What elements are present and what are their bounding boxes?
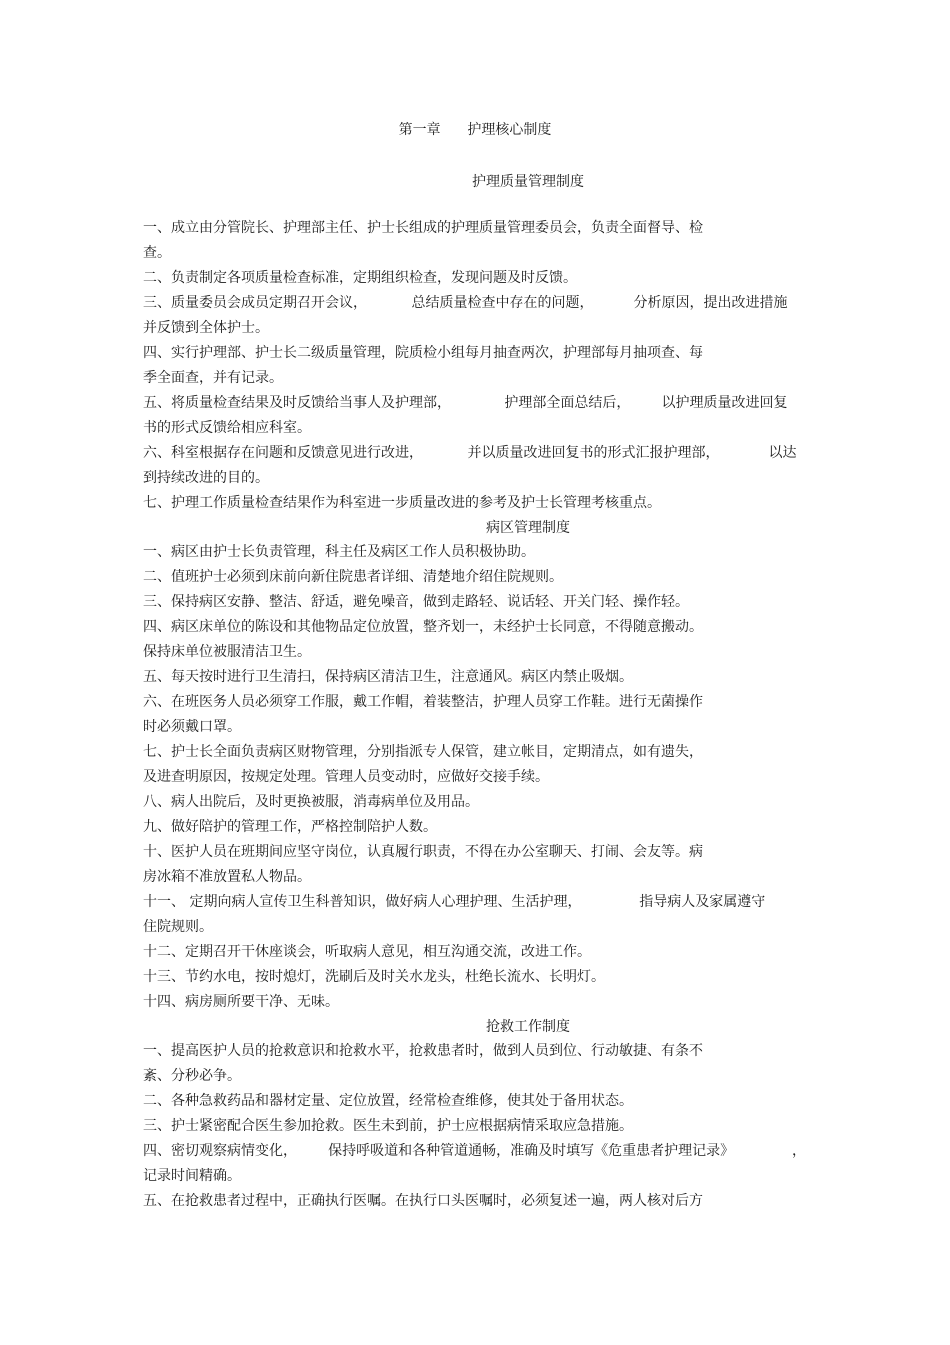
paragraph-line: 并反馈到全体护士。 — [143, 320, 269, 336]
paragraph-line: 住院规则。 — [143, 919, 213, 935]
paragraph-line: 六、科室根据存在问题和反馈意见进行改进， 并以质量改进回复书的形式汇报护理部， 以达 — [143, 445, 797, 461]
section-quality-lines — [143, 216, 813, 516]
paragraph-line: 三、质量委员会成员定期召开会议， 总结质量检查中存在的问题， 分析原因，提出改进措施 — [143, 295, 788, 311]
section-title-ward: 病区管理制度 — [486, 520, 570, 536]
paragraph-line: 七、护士长全面负责病区财物管理，分别指派专人保管，建立帐目，定期清点，如有遗失， — [143, 744, 703, 760]
paragraph-line: 保持床单位被服清洁卫生。 — [143, 644, 311, 660]
paragraph-line: 一、成立由分管院长、护理部主任、护士长组成的护理质量管理委员会，负责全面督导、检 — [143, 220, 703, 236]
paragraph-line: 二、值班护士必须到床前向新住院患者详细、清楚地介绍住院规则。 — [143, 569, 563, 585]
paragraph-line: 十三、节约水电，按时熄灯，洗刷后及时关水龙头，杜绝长流水、长明灯。 — [143, 969, 605, 985]
paragraph-line: 十四、病房厕所要干净、无味。 — [143, 994, 339, 1010]
paragraph-line: 记录时间精确。 — [143, 1168, 241, 1184]
paragraph-line: 五、在抢救患者过程中，正确执行医嘱。在执行口头医嘱时，必须复述一遍，两人核对后方 — [143, 1193, 703, 1209]
paragraph-line: 四、实行护理部、护士长二级质量管理，院质检小组每月抽查两次，护理部每月抽项查、每 — [143, 345, 703, 361]
paragraph-line: 二、负责制定各项质量检查标准，定期组织检查，发现问题及时反馈。 — [143, 270, 577, 286]
paragraph-line: 五、将质量检查结果及时反馈给当事人及护理部， 护理部全面总结后， 以护理质量改进回复 — [143, 395, 788, 411]
section-title-rescue: 抢救工作制度 — [486, 1019, 570, 1035]
paragraph-line: 查。 — [143, 245, 171, 261]
paragraph-line: 一、病区由护士长负责管理，科主任及病区工作人员积极协助。 — [143, 544, 535, 560]
paragraph-line: 十、医护人员在班期间应坚守岗位，认真履行职责，不得在办公室聊天、打闹、会友等。病 — [143, 844, 703, 860]
paragraph-line: 九、做好陪护的管理工作，严格控制陪护人数。 — [143, 819, 437, 835]
paragraph-line: 三、护士紧密配合医生参加抢救。医生未到前，护士应根据病情采取应急措施。 — [143, 1118, 633, 1134]
paragraph-line: 十二、定期召开干休座谈会，听取病人意见，相互沟通交流，改进工作。 — [143, 944, 591, 960]
paragraph-line: 一、提高医护人员的抢救意识和抢救水平，抢救患者时，做到人员到位、行动敏捷、有条不 — [143, 1043, 703, 1059]
paragraph-line: 十一、 定期向病人宣传卫生科普知识，做好病人心理护理、生活护理， 指导病人及家属遵守 — [143, 894, 766, 910]
paragraph-line: 季全面查，并有记录。 — [143, 370, 283, 386]
paragraph-line: 书的形式反馈给相应科室。 — [143, 420, 311, 436]
paragraph-line: 二、各种急救药品和器材定量、定位放置，经常检查维修，使其处于备用状态。 — [143, 1093, 633, 1109]
paragraph-line: 七、护理工作质量检查结果作为科室进一步质量改进的参考及护士长管理考核重点。 — [143, 495, 661, 511]
paragraph-line: 时必须戴口罩。 — [143, 719, 241, 735]
paragraph-line: 房冰箱不准放置私人物品。 — [143, 869, 311, 885]
paragraph-line: 三、保持病区安静、整洁、舒适，避免噪音，做到走路轻、说话轻、开关门轻、操作轻。 — [143, 594, 689, 610]
document-body — [143, 170, 813, 1214]
chapter-title: 第一章 护理核心制度 — [398, 122, 552, 138]
paragraph-line: 五、每天按时进行卫生清扫，保持病区清洁卫生，注意通风。病区内禁止吸烟。 — [143, 669, 633, 685]
paragraph-line: 六、在班医务人员必须穿工作服，戴工作帽，着装整洁，护理人员穿工作鞋。进行无菌操作 — [143, 694, 703, 710]
paragraph-line: 紊、分秒必争。 — [143, 1068, 241, 1084]
paragraph-line: 四、密切观察病情变化， 保持呼吸道和各种管道通畅，准确及时填写《危重患者护理记录》 ， — [143, 1143, 807, 1159]
paragraph-line: 及进查明原因，按规定处理。管理人员变动时，应做好交接手续。 — [143, 769, 549, 785]
section-ward-lines — [143, 540, 813, 1015]
paragraph-line: 四、病区床单位的陈设和其他物品定位放置，整齐划一，未经护士长同意，不得随意搬动。 — [143, 619, 703, 635]
section-title-quality: 护理质量管理制度 — [472, 174, 584, 190]
paragraph-line: 到持续改进的目的。 — [143, 470, 269, 486]
section-rescue-lines — [143, 1039, 813, 1214]
paragraph-line: 八、病人出院后，及时更换被服，消毒病单位及用品。 — [143, 794, 479, 810]
